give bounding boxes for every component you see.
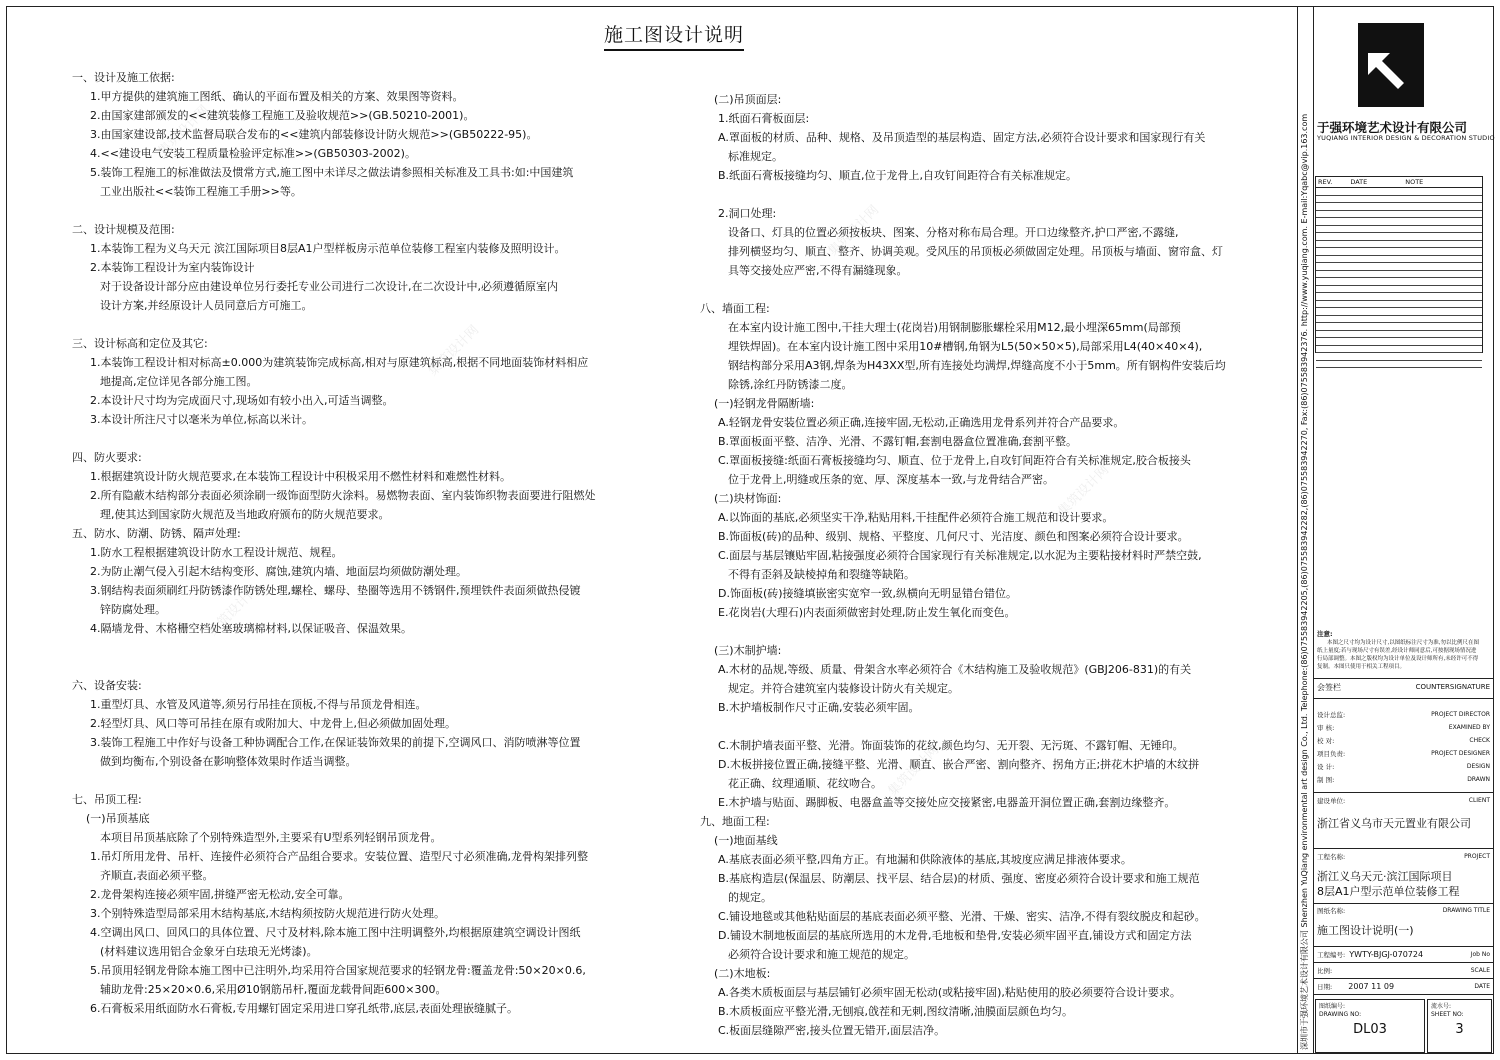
text-line: 3.钢结构表面须刷红丹防锈漆作防锈处理,螺栓、螺母、垫圈等选用不锈钢件,预埋铁件表面须做热侵镀 — [90, 584, 581, 597]
revision-row — [1316, 308, 1482, 316]
countersign-label-cn: 会签栏 — [1317, 683, 1341, 692]
text-line: 齐顺直,表面必须平整。 — [100, 869, 214, 882]
divider — [1313, 946, 1494, 947]
text-line: 对于设备设计部分应由建设单位另行委托专业公司进行二次设计,在二次设计中,必须遵循原室内 — [100, 280, 558, 293]
text-line: C.面层与基层镶贴牢固,粘接强度必须符合国家现行有关标准规定,以水泥为主要粘接材料时严禁空鼓, — [718, 549, 1202, 562]
revision-table — [1315, 176, 1483, 353]
text-line: 三、设计标高和定位及其它: — [72, 337, 208, 350]
text-line: 在本室内设计施工图中,干挂大理士(花岗岩)用钢制膨胀螺栓采用M12,最小埋深65mm(局部预 — [728, 321, 1181, 334]
text-line: B.基底构造层(保温层、防潮层、找平层、结合层)的材质、强度、密度必须符合设计要求和施工规范 — [718, 872, 1200, 885]
text-line: C.板面层缝隙严密,接头位置无错开,面层洁净。 — [718, 1024, 946, 1037]
text-line: (一)轻钢龙骨隔断墙: — [714, 397, 815, 410]
text-line: E.木护墙与贴面、踢脚板、电器盒盖等交接处应交接紧密,电器盖开洞位置正确,套割边缘整齐。 — [718, 796, 1176, 809]
role-label-en: CHECK — [1469, 737, 1490, 744]
text-line: 做到均衡布,个别设备在影响整体效果时作适当调整。 — [100, 755, 357, 768]
text-line: 1.本装饰工程为义乌天元 滨江国际项目8层A1户型样板房示范单位装修工程室内装修及照明设计。 — [90, 242, 566, 255]
text-line: 2.为防止潮气侵入引起木结构变形、腐蚀,建筑内墙、地面层均须做防潮处理。 — [90, 565, 467, 578]
role-label-en: DESIGN — [1466, 763, 1490, 770]
watermark: 集筑设计网 — [425, 322, 483, 380]
text-line: 九、地面工程: — [700, 815, 770, 828]
divider — [1313, 994, 1494, 995]
notes-title: 注意: — [1317, 630, 1333, 638]
watermark: 集筑设计网 — [155, 102, 213, 160]
sheet-no-box — [1427, 999, 1492, 1053]
text-line — [700, 622, 1260, 641]
page-title: 施工图设计说明 — [604, 20, 744, 51]
text-line: 一、设计及施工依据: — [72, 71, 175, 84]
scale-label-en: SCALE — [1470, 967, 1490, 974]
role-label-en: DRAWN — [1467, 776, 1490, 783]
revision-row — [1316, 248, 1482, 256]
divider — [1313, 978, 1494, 979]
company-name-en: YUQIANG INTERIOR DESIGN & DECORATION STUDIO — [1317, 134, 1495, 142]
job-no: YWTY-BJGJ-070724 — [1349, 950, 1424, 959]
text-line: 具等交接处应严密,不得有漏缝现象。 — [728, 264, 908, 277]
text-line: 3.由国家建设部,技术监督局联合发布的<<建筑内部装修设计防火规范>>(GB50222-95)。 — [90, 128, 538, 141]
text-line: B.木质板面应平整光滑,无刨痕,戗茬和无刺,图纹清晰,油膜面层颜色均匀。 — [718, 1005, 1074, 1018]
revision-row — [1316, 263, 1482, 271]
text-line: 花正确、纹理通顺、花纹吻合。 — [728, 777, 882, 790]
right-column-text — [700, 90, 1260, 1040]
notes-text: 本图之尺寸均为设计尺寸,以图纸标注尺寸为准,勿以比例尺在图纸上量度;若与现场尺寸有误差,经设计师同意后,可按据现场情况进行局部调整。本图之版权均为设计单位及设计师所有,未经许可不得复制。本图只使用于相关工程项目。 — [1317, 640, 1479, 670]
text-line: D.饰面板(砖)接缝填嵌密实宽窄一致,纵横向无明显错台错位。 — [718, 587, 1018, 600]
sheet-no: 3 — [1455, 1022, 1464, 1037]
divider — [1313, 678, 1494, 679]
role-label-cn: 设计总监: — [1317, 711, 1346, 719]
text-line: A.罩面板的材质、品种、规格、及吊顶造型的基层构造、固定方法,必须符合设计要求和国家现行有关 — [718, 131, 1206, 144]
text-line: 七、吊顶工程: — [72, 793, 142, 806]
text-line: 4.<<建设电气安装工程质量检验评定标准>>(GB50303-2002)。 — [90, 147, 416, 160]
arrow-logo-icon — [1368, 53, 1404, 89]
text-line: 五、防水、防潮、防锈、隔声处理: — [72, 527, 241, 540]
company-name-cn: 于强环境艺术设计有限公司 — [1317, 120, 1468, 135]
text-line: 6.石膏板采用纸面防水石膏板,专用螺钉固定采用进口穿孔纸带,底层,表面处理嵌缝腻子。 — [90, 1002, 518, 1015]
text-line: 5.吊顶用轻钢龙骨除本施工图中已注明外,均采用符合国家规范要求的轻钢龙骨:覆盖龙骨:50×20×0.6, — [90, 964, 586, 977]
revision-row — [1316, 293, 1482, 301]
client-label-en: CLIENT — [1468, 797, 1490, 804]
project-label-en: PROJECT — [1464, 853, 1490, 860]
text-line: 理,使其达到国家防火规范及当地政府颁布的防火规范要求。 — [100, 508, 390, 521]
role-label-cn: 制 图: — [1317, 776, 1335, 784]
text-line: D.铺设木制地板面层的基底所选用的木龙骨,毛地板和垫骨,安装必须牢固平直,铺设方式和固定方法 — [718, 929, 1192, 942]
notes-block — [1317, 630, 1479, 671]
revision-row — [1316, 233, 1482, 241]
text-line: (三)木制护墙: — [714, 644, 782, 657]
text-line: 1.吊灯所用龙骨、吊杆、连接件必须符合产品组合要求。安装位置、造型尺寸必须准确,龙骨构架排列整 — [90, 850, 588, 863]
revision-row — [1316, 196, 1482, 204]
sheet-no-label-cn: 流水号: — [1431, 1003, 1452, 1010]
revision-row — [1316, 361, 1482, 369]
text-line: 3.个别特殊造型局部采用木结构基底,木结构须按防火规范进行防火处理。 — [90, 907, 445, 920]
text-line — [72, 657, 632, 676]
text-line: 的规定。 — [728, 891, 772, 904]
text-line: 排列横竖均匀、顺直、整齐、协调美观。受风压的吊顶板必须做固定处理。吊顶板与墙面、窗帘盒、灯 — [728, 245, 1223, 258]
revision-row — [1316, 278, 1482, 286]
text-line: 位于龙骨上,明缝或压条的宽、厚、深度基本一致,与龙骨结合严密。 — [728, 473, 1054, 486]
revision-row — [1316, 316, 1482, 324]
role-label-cn: 审 核: — [1317, 724, 1335, 732]
text-line: 八、墙面工程: — [700, 302, 770, 315]
revision-row — [1316, 346, 1482, 354]
role-label-en: PROJECT DIRECTOR — [1431, 711, 1490, 718]
text-line: 2.由国家建部颁发的<<建筑装修工程施工及验收规范>>(GB.50210-2001)。 — [90, 109, 475, 122]
text-line: C.木制护墙表面平整、光滑。饰面装饰的花纹,颜色均匀、无开裂、无污斑、不露钉帽、无锤印。 — [718, 739, 1184, 752]
text-line: 4.空调出风口、回风口的具体位置、尺寸及材料,除本施工图中注明调整外,均根据原建筑空调设计图纸 — [90, 926, 581, 939]
text-line: A.各类木质板面层与基层铺钉必须牢固无松动(或粘接牢固),粘贴使用的胶必须要符合设计要求。 — [718, 986, 1181, 999]
text-line: 设计方案,并经原设计人员同意后方可施工。 — [100, 299, 313, 312]
revision-row — [1316, 271, 1482, 279]
text-line: 1.甲方提供的建筑施工图纸、确认的平面布置及相关的方案、效果图等资料。 — [90, 90, 464, 103]
revision-row — [1316, 353, 1482, 361]
text-line: 1.纸面石膏板面层: — [718, 112, 810, 125]
role-label-cn: 设 计: — [1317, 763, 1335, 771]
client-name: 浙江省义乌市天元置业有限公司 — [1317, 817, 1471, 830]
text-line: B.纸面石膏板接缝均匀、顺直,位于龙骨上,自攻钉间距符合有关标准规定。 — [718, 169, 1078, 182]
text-line: 2.龙骨架构连接必须牢固,拼缝严密无松动,安全可靠。 — [90, 888, 350, 901]
text-line: 3.装饰工程施工中作好与设备工种协调配合工作,在保证装饰效果的前提下,空调风口、消防喷淋等位置 — [90, 736, 581, 749]
date-value: 2007 11 09 — [1348, 982, 1395, 991]
text-line — [72, 429, 632, 448]
left-column-text — [72, 68, 632, 1018]
text-line: (一)吊顶基底 — [86, 812, 150, 825]
text-line: B.饰面板(砖)的品种、级别、规格、平整度、几何尺寸、光洁度、颜色和图案必须符合设计要求。 — [718, 530, 1189, 543]
drawing-title: 施工图设计说明(一) — [1317, 924, 1414, 937]
job-no-label-en: Job No — [1470, 951, 1490, 958]
text-line — [72, 771, 632, 790]
scale-label-cn: 比例: — [1317, 967, 1333, 975]
drawing-no: DL03 — [1353, 1022, 1387, 1037]
divider — [1313, 903, 1494, 904]
role-label-en: EXAMINED BY — [1448, 724, 1490, 731]
text-line: 标准规定。 — [728, 150, 783, 163]
text-line: 二、设计规模及范围: — [72, 223, 175, 236]
text-line: 埋铁焊固)。在本室内设计施工图中采用10#槽钢,角钢为L5(50×50×5),局部采用L4(40×40×4), — [728, 340, 1203, 353]
text-line — [700, 185, 1260, 204]
text-line: 锌防腐处理。 — [100, 603, 166, 616]
text-line: A.轻钢龙骨安装位置必须正确,连接牢固,无松动,正确选用龙骨系列并符合产品要求。 — [718, 416, 1125, 429]
watermark: 集筑设计网 — [205, 582, 263, 640]
revision-row — [1316, 338, 1482, 346]
text-line: 1.重型灯具、水管及风道等,须另行吊挂在顶板,不得与吊顶龙骨相连。 — [90, 698, 427, 711]
text-line: 2.本装饰工程设计为室内装饰设计 — [90, 261, 255, 274]
text-line: 5.装饰工程施工的标准做法及惯常方式,施工图中未详尽之做法请参照相关标准及工具书:如:中国建筑 — [90, 166, 574, 179]
drawing-no-label-cn: 图纸编号: — [1319, 1003, 1346, 1010]
text-line: (二)块材饰面: — [714, 492, 782, 505]
company-logo — [1358, 23, 1424, 107]
text-line: 1.本装饰工程设计相对标高±0.000为建筑装饰完成标高,相对与原建筑标高,根据不同地面装饰材料相应 — [90, 356, 589, 369]
drawing-title-label-en: DRAWING TITLE — [1442, 907, 1490, 914]
text-line: E.花岗岩(大理石)内表面须做密封处理,防止发生氧化而变色。 — [718, 606, 1016, 619]
date-label-en: DATE — [1474, 983, 1490, 990]
text-line: A.以饰面的基底,必须坚实干净,粘贴用料,干挂配件必须符合施工规范和设计要求。 — [718, 511, 1114, 524]
text-line: 本项目吊顶基底除了个别特殊造型外,主要采有U型系列轻钢吊顶龙骨。 — [100, 831, 442, 844]
watermark: 集筑设计网 — [825, 202, 883, 260]
text-line: B.罩面板面平整、洁净、光滑、不露钉帽,套割电器盒位置准确,套割平整。 — [718, 435, 1078, 448]
text-line: (一)地面基线 — [714, 834, 778, 847]
revision-row — [1316, 203, 1482, 211]
drawing-no-box — [1315, 999, 1425, 1053]
drawing-number-block — [1315, 999, 1492, 1055]
rev-header: REV. — [1318, 178, 1333, 186]
drawing-title-label-cn: 图纸名称: — [1317, 907, 1346, 915]
role-label-en: PROJECT DESIGNER — [1431, 750, 1490, 757]
text-line: 不得有歪斜及缺棱掉角和裂缝等缺陷。 — [728, 568, 915, 581]
text-line: 4.隔墙龙骨、木格栅空档处塞玻璃棉材料,以保证吸音、保温效果。 — [90, 622, 412, 635]
text-line: B.木护墙板制作尺寸正确,安装必须牢固。 — [718, 701, 920, 714]
text-line: A.木材的品规,等级、质量、骨架含水率必须符合《木结构施工及验收规范》(GBJ206-831)的有关 — [718, 663, 1192, 676]
text-line: 2.所有隐蔽木结构部分表面必须涂刷一级饰面型防火涂料。易燃物表面、室内装饰织物表面要进行阻燃处 — [90, 489, 596, 502]
text-line: 辅助龙骨:25×20×0.6,采用Ø10钢筋吊杆,覆面龙载骨间距600×300。 — [100, 983, 447, 996]
revision-row — [1316, 241, 1482, 249]
text-line: 2.轻型灯具、风口等可吊挂在原有或附加大、中龙骨上,但必须做加固处理。 — [90, 717, 456, 730]
revision-row — [1316, 331, 1482, 339]
vertical-contact-info: 深圳市于强环境艺术设计有限公司 Shenzhen YuQiang environmental art design Co., Ltd. Telephone:(86)075583942205,(86)075583942282,(86)075583942270, Fax:(86)075583942376. http://www.yuqiang.com. E-mail:Yqabc@vip.163.com — [1300, 113, 1309, 1050]
text-line: A.基底表面必须平整,四角方正。有地漏和供除液体的基底,其坡度应满足排液体要求。 — [718, 853, 1132, 866]
text-line — [72, 201, 632, 220]
divider — [1313, 792, 1494, 793]
text-line: 必须符合设计要求和施工规范的规定。 — [728, 948, 915, 961]
revision-header — [1316, 177, 1482, 188]
client-label-cn: 建设单位: — [1317, 797, 1346, 805]
divider — [1313, 962, 1494, 963]
text-line — [700, 717, 1260, 736]
text-line: 1.防水工程根据建筑设计防水工程设计规范、规程。 — [90, 546, 343, 559]
divider — [1313, 698, 1494, 699]
text-line: 四、防火要求: — [72, 451, 142, 464]
text-line — [72, 638, 632, 657]
text-line: 设备口、灯具的位置必须按板块、图案、分格对称布局合理。开口边缘整齐,护口严密,不露缝, — [728, 226, 1179, 239]
revision-row — [1316, 226, 1482, 234]
divider — [1313, 848, 1494, 849]
text-line: C.铺设地毯或其他粘贴面层的基底表面必须平整、光滑、干燥、密实、洁净,不得有裂纹脱皮和起砂。 — [718, 910, 1206, 923]
text-line: 地提高,定位详见各部分施工图。 — [100, 375, 258, 388]
revision-row — [1316, 218, 1482, 226]
note-header: NOTE — [1405, 178, 1424, 186]
date-header: DATE — [1350, 178, 1368, 186]
text-line: 3.本设计所注尺寸以毫米为单位,标高以米计。 — [90, 413, 313, 426]
text-line — [72, 315, 632, 334]
revision-row — [1316, 256, 1482, 264]
revision-row — [1316, 323, 1482, 331]
text-line: 2.本设计尺寸均为完成面尺寸,现场如有较小出入,可适当调整。 — [90, 394, 394, 407]
text-line: 工业出版社<<装饰工程施工手册>>等。 — [100, 185, 302, 198]
text-line: 2.洞口处理: — [718, 207, 777, 220]
text-line: (材料建议选用铝合金象牙白珐琅无光烤漆)。 — [100, 945, 318, 958]
role-label-cn: 项目负责: — [1317, 750, 1346, 758]
text-line — [700, 280, 1260, 299]
text-line: D.木板拼接位置正确,接缝平整、光滑、顺直、嵌合严密、割向整齐、拐角方正;拼花木护墙的木纹拼 — [718, 758, 1200, 771]
text-line: 除锈,涂红丹防锈漆二度。 — [728, 378, 853, 391]
sheet-no-label-en: SHEET NO: — [1431, 1011, 1464, 1018]
watermark: 集筑设计网 — [885, 742, 943, 800]
project-name-line2: 8层A1户型示范单位装修工程 — [1317, 885, 1460, 898]
revision-row — [1316, 211, 1482, 219]
countersign-label-en: COUNTERSIGNATURE — [1415, 683, 1490, 691]
watermark: 集筑设计网 — [1055, 462, 1113, 520]
project-label-cn: 工程名称: — [1317, 853, 1346, 861]
text-line: 六、设备安装: — [72, 679, 142, 692]
revision-row — [1316, 188, 1482, 196]
text-line: 钢结构部分采用A3钢,焊条为H43XX型,所有连接处均满焊,焊缝高度不小于5mm。所有钢构件安装后均 — [728, 359, 1226, 372]
drawing-no-label-en: DRAWING NO: — [1319, 1011, 1362, 1018]
text-line: 规定。并符合建筑室内装修设计防火有关规定。 — [728, 682, 959, 695]
project-name-line1: 浙江义乌天元·滨江国际项目 — [1317, 870, 1453, 883]
title-block-inner — [1313, 6, 1494, 1054]
revision-row — [1316, 286, 1482, 294]
revision-row — [1316, 301, 1482, 309]
text-line: (二)木地板: — [714, 967, 771, 980]
date-label: 日期: 2007 11 09 — [1317, 982, 1395, 991]
role-label-cn: 校 对: — [1317, 737, 1335, 745]
text-line: 1.根据建筑设计防火规范要求,在本装饰工程设计中积极采用不燃性材料和难燃性材料。 — [90, 470, 511, 483]
text-line: C.罩面板接缝:纸面石膏板接缝均匀、顺直、位于龙骨上,自攻钉间距符合有关标准规定,胶合板接头 — [718, 454, 1191, 467]
text-line: (二)吊顶面层: — [714, 93, 782, 106]
job-no-label: 工程编号: YWTY-BJGJ-070724 — [1317, 950, 1424, 959]
